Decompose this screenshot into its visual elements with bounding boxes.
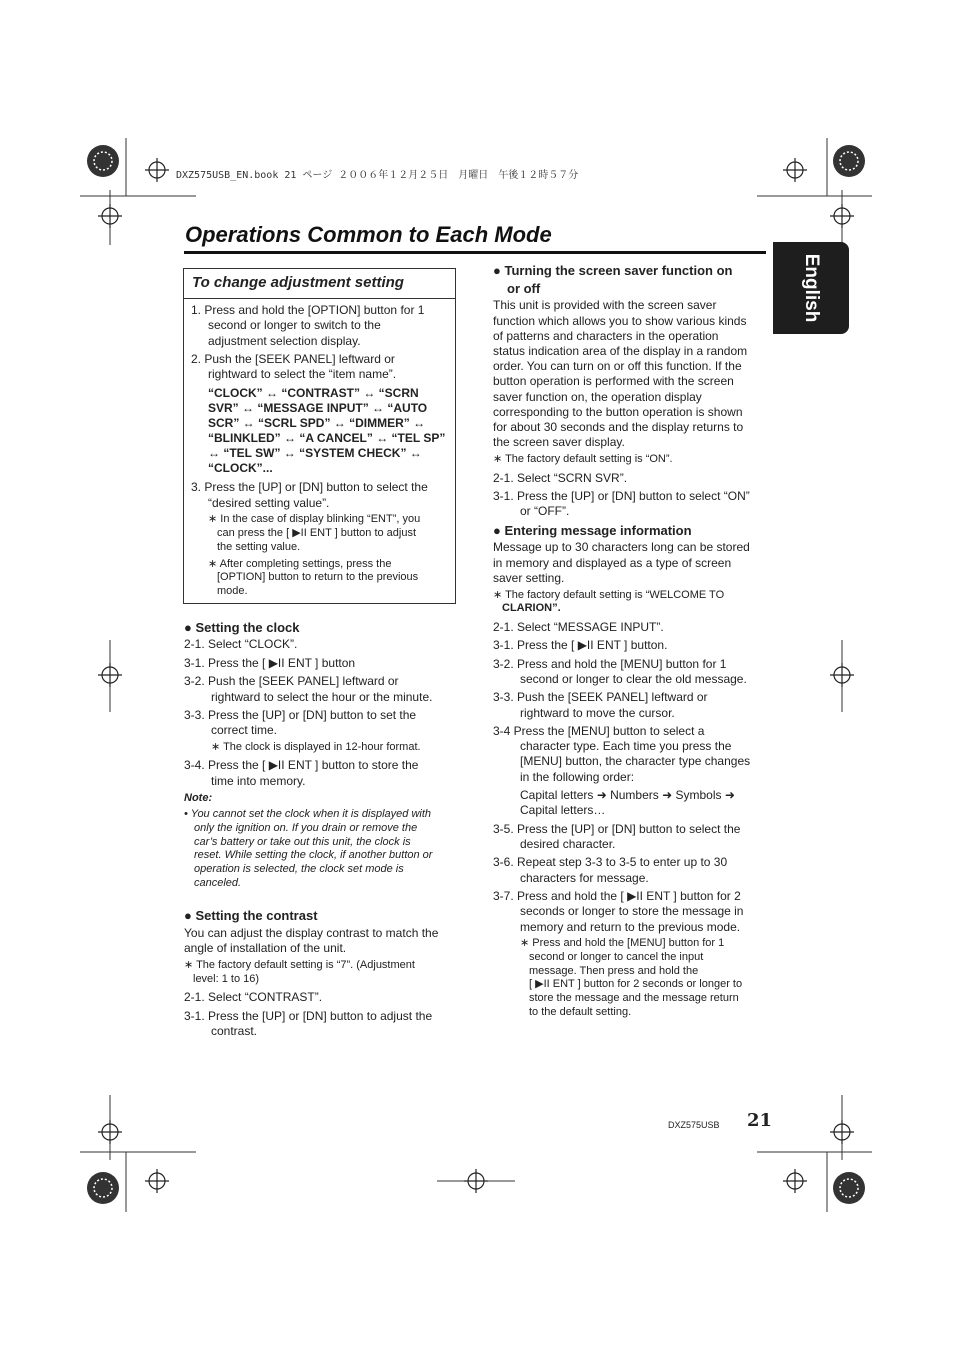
message-note: ∗ The factory default setting is “WELCOME TO (493, 589, 725, 601)
message-line: character type. Each time you press the (520, 739, 732, 753)
saver-line: order. You can turn on or off this function. If the (493, 359, 742, 373)
clock-heading: ● Setting the clock (184, 620, 300, 635)
message-line: 3-4 Press the [MENU] button to select a (493, 724, 705, 738)
note-line: only the ignition on. If you drain or remove the (194, 822, 418, 834)
clock-line: 3-2. Push the [SEEK PANEL] leftward or (184, 674, 399, 688)
saver-line: function which allows you to show various kinds (493, 314, 747, 328)
box-line: 3. Press the [UP] or [DN] button to select the (191, 480, 428, 494)
box-note: mode. (217, 585, 248, 597)
clock-line: 2-1. Select “CLOCK”. (184, 637, 298, 651)
saver-line: corresponding to the button operation is shown (493, 405, 743, 419)
contrast-note: ∗ The factory default setting is “7”. (Adjustment (184, 959, 415, 971)
box-note: can press the [ ▶II ENT ] button to adjust (217, 527, 417, 539)
saver-heading: or off (507, 281, 541, 296)
clock-line: time into memory. (211, 774, 306, 788)
message-line: desired character. (520, 837, 616, 851)
box-heading-bar (184, 269, 455, 299)
note-line: operation is selected, the clock set mode is (194, 863, 404, 875)
message-line: 3-6. Repeat step 3-3 to 3-5 to enter up to 30 (493, 855, 728, 869)
contrast-line: 3-1. Press the [UP] or [DN] button to adjust the (184, 1009, 433, 1023)
message-line: seconds or longer to store the message in (520, 904, 744, 918)
message-line: 3-3. Push the [SEEK PANEL] leftward or (493, 690, 708, 704)
box-line: 1. Press and hold the [OPTION] button for 1 (191, 303, 425, 317)
note-line: • You cannot set the clock when it is displayed with (184, 808, 432, 820)
saver-line: status indication area of the display in a random (493, 344, 748, 358)
message-note: message. Then press and hold the (529, 965, 699, 977)
message-line: rightward to move the cursor. (520, 706, 675, 720)
contrast-line: 2-1. Select “CONTRAST”. (184, 990, 323, 1004)
contrast-note: level: 1 to 16) (193, 973, 260, 985)
clock-line: 3-4. Press the [ ▶II ENT ] button to store the (184, 758, 419, 772)
page-title: Operations Common to Each Mode (185, 222, 552, 247)
message-line: Message up to 30 characters long can be stored (493, 540, 750, 554)
message-line: Capital letters… (520, 803, 606, 817)
contrast-line: contrast. (211, 1024, 258, 1038)
saver-line: for about 30 seconds and the display returns to (493, 420, 744, 434)
item-list-line: ↔ “TEL SW” ↔ “SYSTEM CHECK” ↔ (208, 446, 422, 460)
message-line: 3-7. Press and hold the [ ▶II ENT ] button for 2 (493, 889, 741, 903)
box-note: ∗ In the case of display blinking “ENT”, you (208, 513, 421, 525)
clock-line: rightward to select the hour or the minute. (211, 690, 433, 704)
box-heading: To change adjustment setting (192, 274, 404, 291)
saver-line: 3-1. Press the [UP] or [DN] button to select “ON” (493, 489, 750, 503)
message-note: store the message and the message return (529, 992, 739, 1004)
language-tab-label: English (801, 253, 822, 323)
item-list-line: SVR” ↔ “MESSAGE INPUT” ↔ “AUTO (208, 401, 428, 415)
page-number: 21 (747, 1110, 773, 1131)
box-line: rightward to select the “item name”. (208, 367, 397, 381)
contrast-line: You can adjust the display contrast to match the (184, 926, 439, 940)
message-line: saver setting. (493, 571, 565, 585)
message-line: 2-1. Select “MESSAGE INPUT”. (493, 620, 664, 634)
message-note: [ ▶II ENT ] button for 2 seconds or longer to (529, 978, 743, 990)
note-line: car’s battery or take out this unit, the clock is (194, 836, 411, 848)
saver-line: This unit is provided with the screen saver (493, 298, 717, 312)
box-line: 2. Push the [SEEK PANEL] leftward or (191, 352, 395, 366)
item-list-line: “CLOCK”... (208, 461, 273, 475)
title-rule (184, 251, 766, 254)
clock-line: 3-3. Press the [UP] or [DN] button to set the (184, 708, 417, 722)
box-note: the setting value. (217, 541, 301, 553)
message-line: 3-5. Press the [UP] or [DN] button to select the (493, 822, 741, 836)
saver-line: 2-1. Select “SCRN SVR”. (493, 471, 628, 485)
message-line: [MENU] button, the character type changes (520, 754, 751, 768)
item-list-line: “BLINKLED” ↔ “A CANCEL” ↔ “TEL SP” (208, 431, 446, 445)
box-line: second or longer to switch to the (208, 318, 381, 332)
clock-line: correct time. (211, 723, 278, 737)
saver-heading: ● Turning the screen saver function on (493, 263, 733, 278)
box-line: “desired setting value”. (208, 496, 330, 510)
clock-note: ∗ The clock is displayed in 12-hour format. (211, 741, 421, 753)
note-line: canceled. (194, 877, 242, 889)
message-line: Capital letters ➜ Numbers ➜ Symbols ➜ (520, 788, 735, 802)
message-line: 3-2. Press and hold the [MENU] button for 1 (493, 657, 727, 671)
message-note: ∗ Press and hold the [MENU] button for 1 (520, 937, 725, 949)
contrast-line: angle of installation of the unit. (184, 941, 347, 955)
box-line: adjustment selection display. (208, 334, 361, 348)
file-header-line: DXZ575USB_EN.book 21 ページ ２００６年１２月２５日 月曜日 午後１２時５７分 (176, 170, 579, 181)
note-label: Note: (184, 792, 213, 804)
item-list-line: “CLOCK” ↔ “CONTRAST” ↔ “SCRN (208, 386, 419, 400)
contrast-heading: ● Setting the contrast (184, 908, 318, 923)
message-note: to the default setting. (529, 1006, 632, 1018)
message-line: characters for message. (520, 871, 649, 885)
language-tab (773, 242, 849, 334)
item-list-line: SCR” ↔ “SCRL SPD” ↔ “DIMMER” ↔ (208, 416, 426, 430)
saver-note: ∗ The factory default setting is “ON”. (493, 453, 673, 465)
saver-line: of patterns and characters in the operation (493, 329, 719, 343)
message-line: second or longer to clear the old message. (520, 672, 747, 686)
saver-line: saver function on, the operation display (493, 390, 702, 404)
message-line: memory and return to the previous mode. (520, 920, 741, 934)
message-note: CLARION”. (502, 602, 561, 614)
message-line: 3-1. Press the [ ▶II ENT ] button. (493, 638, 668, 652)
message-note: second or longer to cancel the input (529, 951, 704, 963)
message-heading: ● Entering message information (493, 523, 692, 538)
footer-model: DXZ575USB (668, 1120, 720, 1130)
message-line: in memory and displayed as a type of screen (493, 556, 732, 570)
clock-line: 3-1. Press the [ ▶II ENT ] button (184, 656, 356, 670)
note-line: reset. While setting the clock, if another button or (194, 849, 433, 861)
saver-line: or “OFF”. (520, 504, 570, 518)
saver-line: the screen saver display. (493, 435, 625, 449)
message-line: in the following order: (520, 770, 635, 784)
box-note: ∗ After completing settings, press the (208, 558, 392, 570)
saver-line: button operation is performed with the screen (493, 374, 734, 388)
box-note: [OPTION] button to return to the previous (217, 571, 419, 583)
